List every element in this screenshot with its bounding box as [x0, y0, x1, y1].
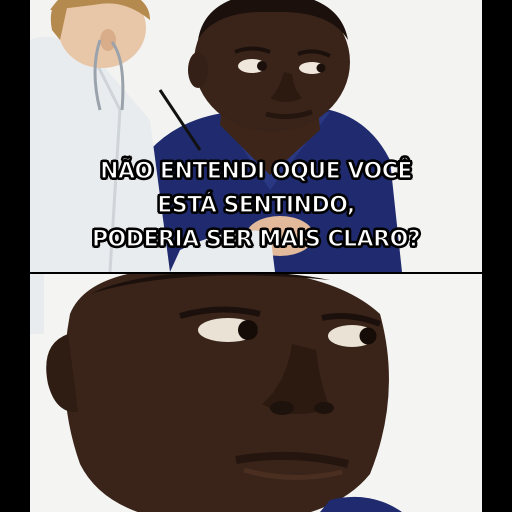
top-panel-doctor-exam	[30, 0, 482, 272]
caption-line-1: NÃO ENTENDI OQUE VOCÊ	[100, 159, 412, 184]
caption-line-3: PODERIA SER MAIS CLARO?	[91, 227, 421, 252]
bottom-panel-side-eye-closeup	[30, 274, 482, 512]
caption-line-2: ESTÁ SENTINDO,	[157, 193, 355, 218]
meme-caption	[30, 155, 482, 257]
side-eye-closeup-illustration	[30, 274, 482, 512]
